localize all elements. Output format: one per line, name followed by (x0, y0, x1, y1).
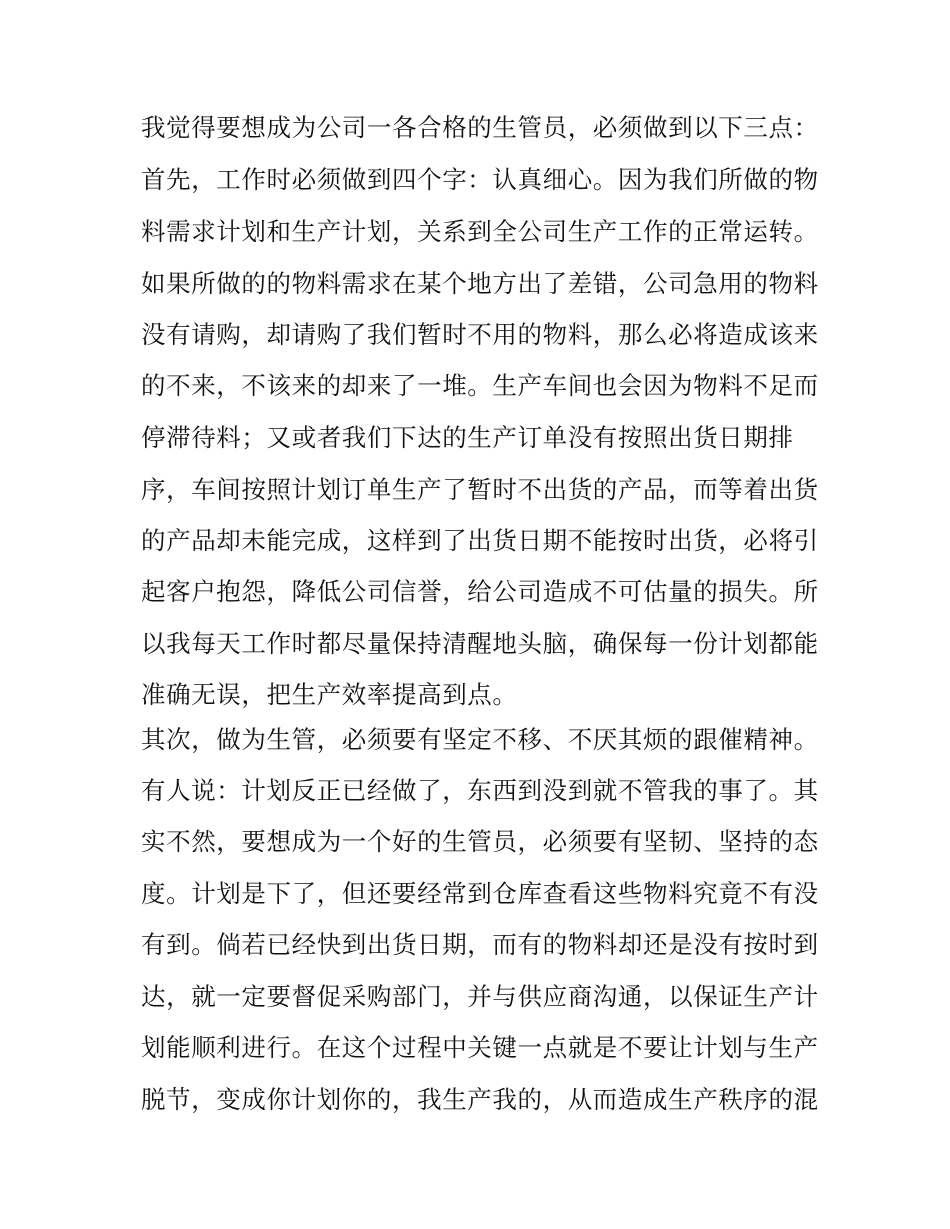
text-line-2: 首先，工作时必须做到四个字：认真细心。因为我们所做的物 (141, 165, 819, 194)
text-line-16: 度。计划是下了，但还要经常到仓库查看这些物料究竟不有没 (141, 879, 819, 908)
text-line-8: 序，车间按照计划订单生产了暂时不出货的产品，而等着出货 (141, 475, 819, 504)
text-line-12: 准确无误，把生产效率提高到点。 (141, 680, 518, 709)
text-line-10: 起客户抱怨，降低公司信誉，给公司造成不可估量的损失。所 (141, 577, 819, 606)
text-line-15: 实不然，要想成为一个好的生管员，必须要有坚韧、坚持的态 (141, 827, 819, 856)
text-line-5: 没有请购，却请购了我们暂时不用的物料，那么必将造成该来 (141, 320, 819, 349)
text-line-11: 以我每天工作时都尽量保持清醒地头脑，确保每一份计划都能 (141, 629, 819, 658)
text-line-4: 如果所做的的物料需求在某个地方出了差错，公司急用的物料 (141, 269, 819, 298)
text-line-9: 的产品却未能完成，这样到了出货日期不能按时出货，必将引 (141, 526, 819, 555)
text-line-17: 有到。倘若已经快到出货日期，而有的物料却还是没有按时到 (141, 930, 819, 959)
text-line-3: 料需求计划和生产计划，关系到全公司生产工作的正常运转。 (141, 217, 819, 246)
text-line-7: 停滞待料；又或者我们下达的生产订单没有按照出货日期排 (141, 423, 794, 452)
text-line-18: 达，就一定要督促采购部门，并与供应商沟通，以保证生产计 (141, 982, 819, 1011)
text-line-1: 我觉得要想成为公司一各合格的生管员，必须做到以下三点： (141, 113, 819, 142)
text-line-20: 脱节，变成你计划你的，我生产我的，从而造成生产秩序的混 (141, 1085, 819, 1114)
text-line-14: 有人说：计划反正已经做了，东西到没到就不管我的事了。其 (141, 776, 819, 805)
text-line-13: 其次，做为生管，必须要有坚定不移、不厌其烦的跟催精神。 (141, 725, 819, 754)
text-line-19: 划能顺利进行。在这个过程中关键一点就是不要让计划与生产 (141, 1033, 819, 1062)
text-line-6: 的不来，不该来的却来了一堆。生产车间也会因为物料不足而 (141, 371, 819, 400)
